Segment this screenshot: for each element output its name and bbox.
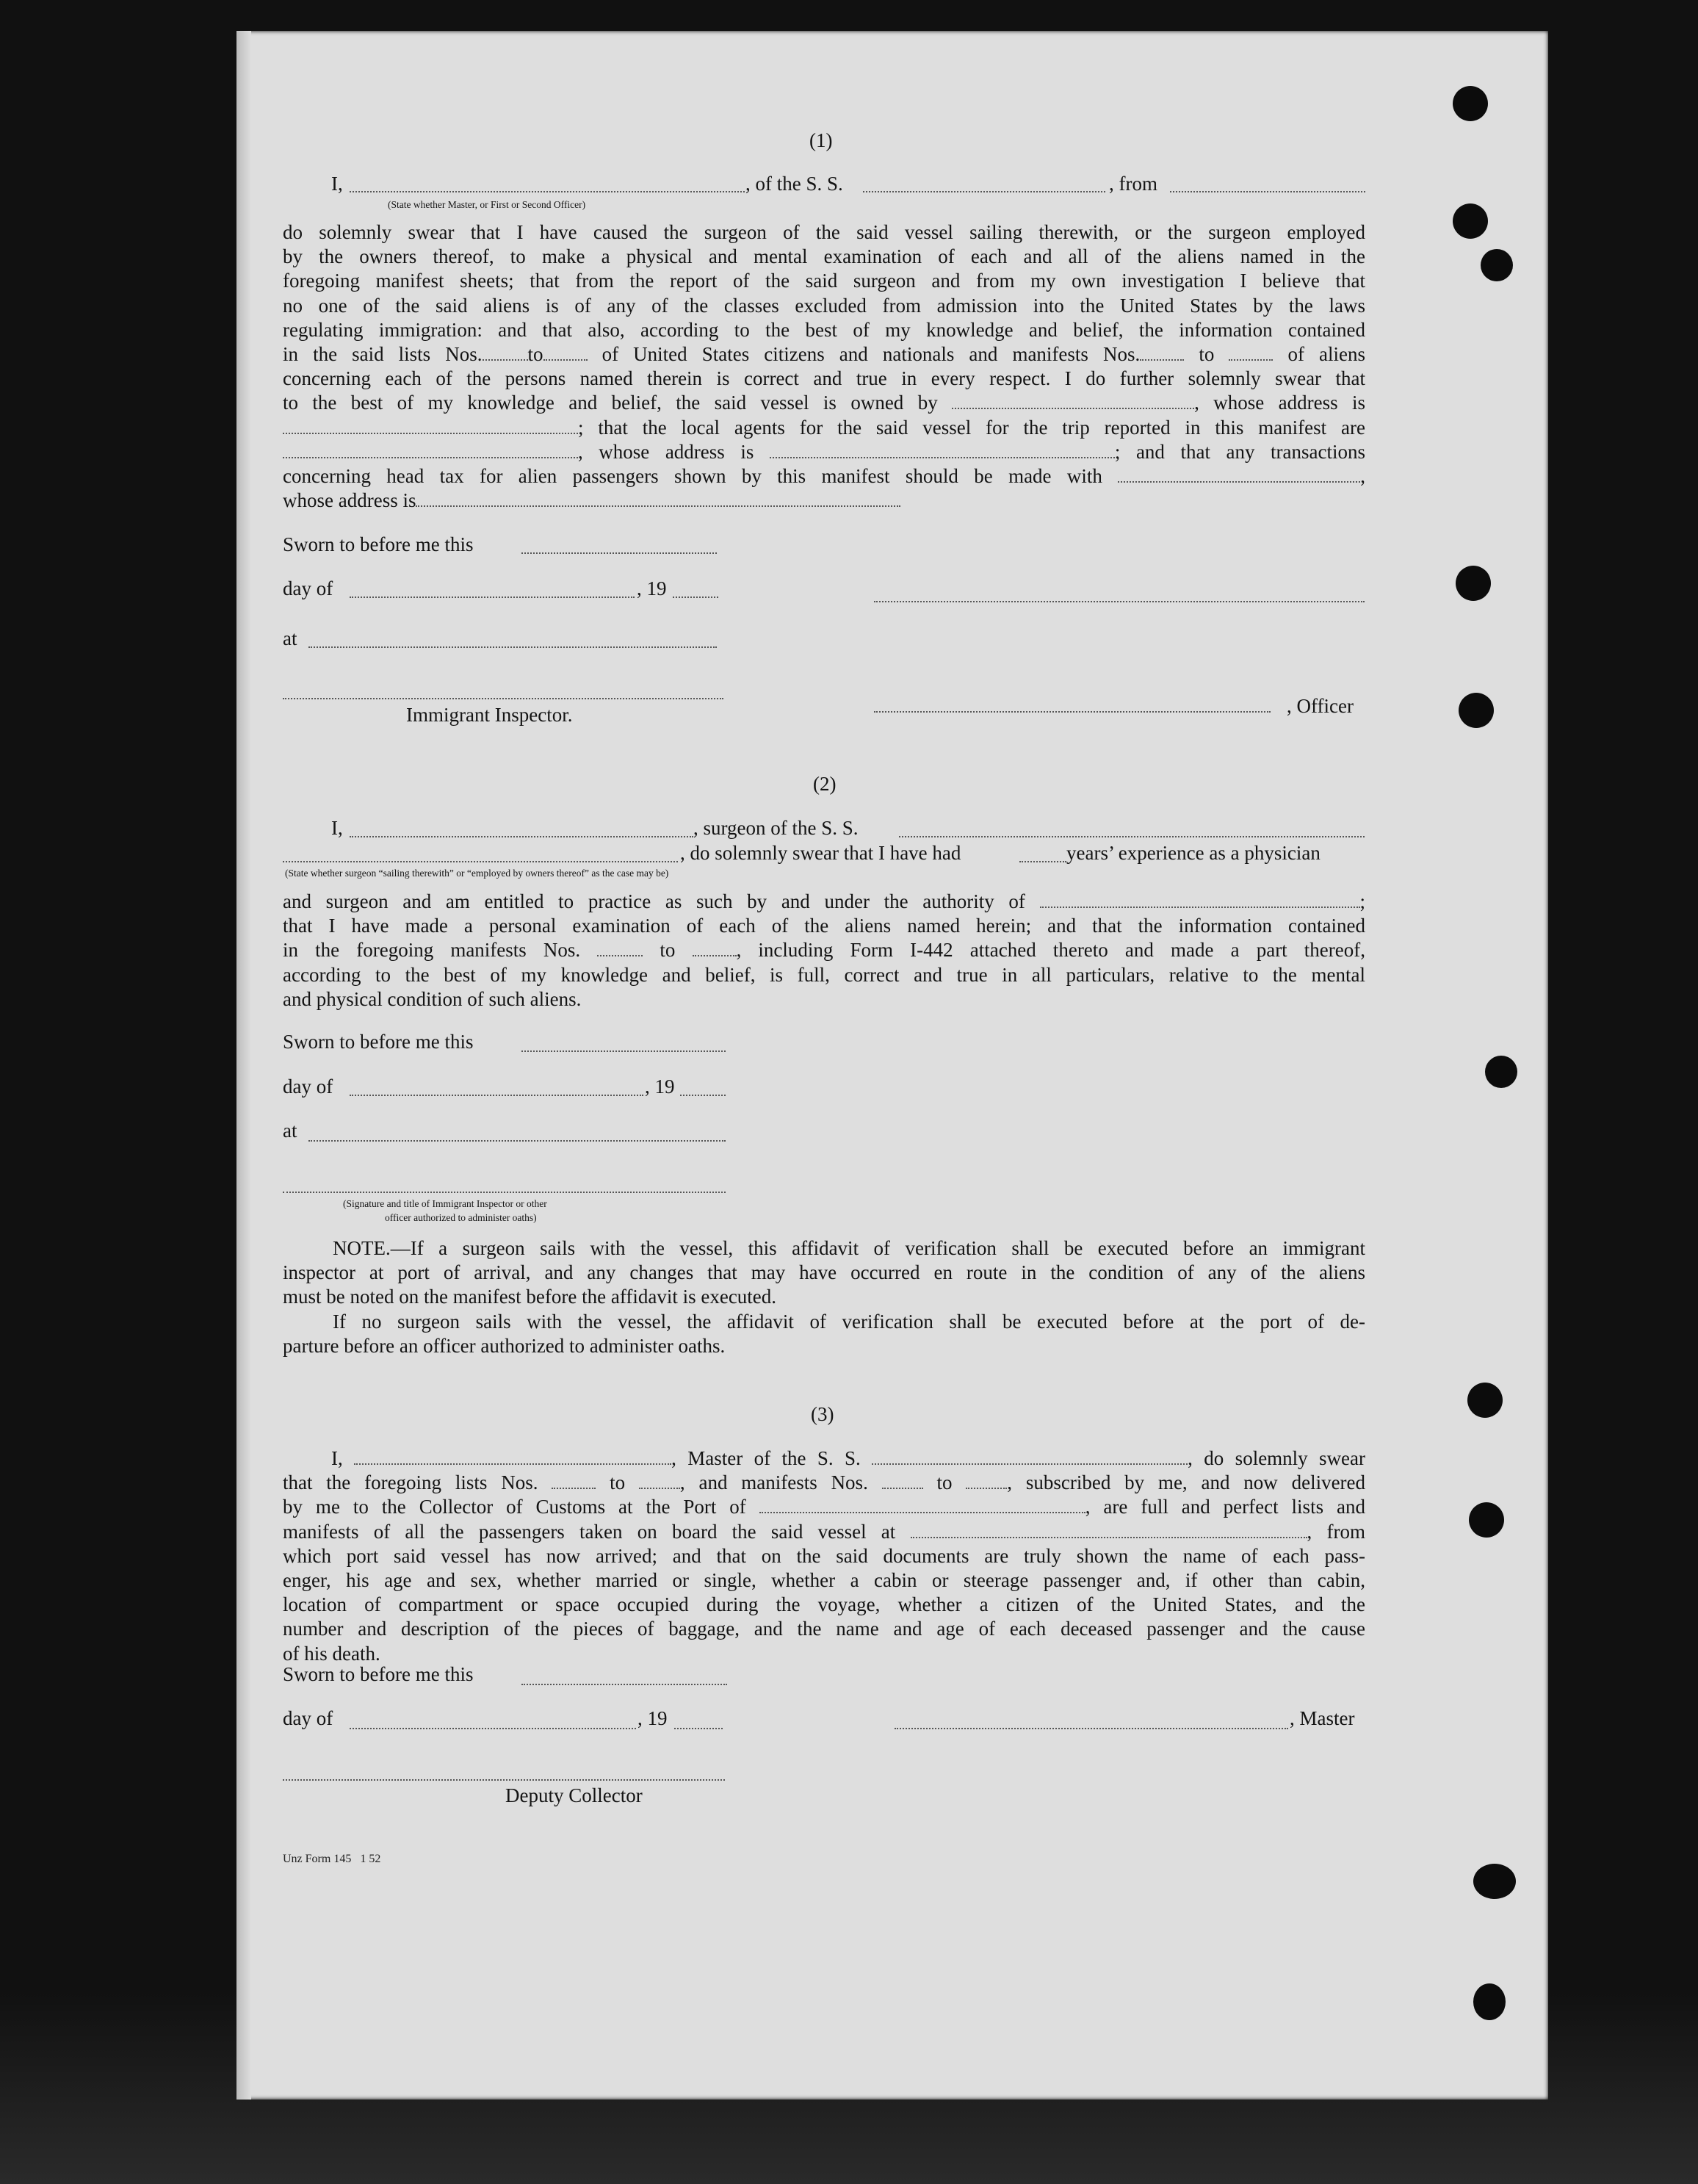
oath-line: by the owners thereof, to make a physical and mental examination of each and all of the aliens named in the xyxy=(283,245,1365,268)
officer-name-field[interactable] xyxy=(350,191,745,192)
officer-signature-field[interactable] xyxy=(874,711,1271,713)
local-agents-field[interactable] xyxy=(283,441,578,458)
master-vessel-field[interactable] xyxy=(872,1447,1188,1465)
whose-address-line: whose address is xyxy=(283,489,1365,513)
note-line: must be noted on the manifest before the affidavit is executed. xyxy=(283,1286,777,1308)
sworn-label: Sworn to before me this xyxy=(283,1031,474,1053)
year-label: , 19 xyxy=(637,577,667,599)
note-line: NOTE.—If a surgeon sails with the vessel, this affidavit of verification shall be executed before an immigrant xyxy=(333,1237,1365,1259)
immigrant-inspector-label: Immigrant Inspector. xyxy=(406,704,573,726)
collector-line: by me to the Collector of Customs at the Port of , are full and perfect lists and xyxy=(283,1496,1365,1518)
embark-port-field[interactable] xyxy=(911,1521,1307,1538)
surgeon-type-field[interactable] xyxy=(283,861,678,862)
at-label: at xyxy=(283,627,297,649)
punch-hole xyxy=(1485,1056,1517,1088)
punch-hole xyxy=(1467,1383,1503,1418)
manifest-from-field[interactable] xyxy=(597,939,643,956)
sworn-date-field[interactable] xyxy=(521,1050,726,1052)
oath-line: according to the best of my knowledge and belief, is full, correct and true in all particulars, relative to the mental xyxy=(283,963,1365,986)
year-field[interactable] xyxy=(680,1095,726,1096)
note-line: parture before an officer authorized to administer oaths. xyxy=(283,1334,726,1357)
manifest-to-field[interactable] xyxy=(693,939,737,956)
section-1-from: , from xyxy=(1109,173,1157,195)
sworn-label: Sworn to before me this xyxy=(283,1663,474,1685)
punch-hole xyxy=(1453,86,1488,121)
day-of-field[interactable] xyxy=(350,1728,636,1729)
year-label: , 19 xyxy=(645,1075,675,1098)
note-line: If no surgeon sails with the vessel, the affidavit of verification shall be executed before at the port of de- xyxy=(333,1310,1365,1333)
master-name-field[interactable] xyxy=(354,1447,671,1465)
punch-hole xyxy=(1481,249,1513,281)
vessel-name-field[interactable] xyxy=(863,191,1105,192)
authority-line: and surgeon and am entitled to practice as such by and under the authority of ; xyxy=(283,890,1366,912)
officer-label: , Officer xyxy=(1287,695,1354,717)
oath-line: foregoing manifest sheets; that from the report of the said surgeon and from my own investigation I believe that xyxy=(283,270,1365,292)
head-tax-line: concerning head tax for alien passengers shown by this manifest should be made with , xyxy=(283,465,1366,488)
punch-hole xyxy=(1459,693,1494,728)
officer-field-note: (State whether Master, or First or Second Officer) xyxy=(388,199,586,210)
lists-line: that the foregoing lists Nos. to , and manifests Nos. to , subscribed by me, and now delivered xyxy=(283,1471,1366,1494)
master-line: I, , Master of the S. S. , do solemnly swear xyxy=(331,1447,1366,1469)
sworn-label: Sworn to before me this xyxy=(283,533,474,555)
list-to-field[interactable] xyxy=(543,343,588,361)
section-2-i: I, xyxy=(331,817,343,839)
signature-note: officer authorized to administer oaths) xyxy=(385,1212,537,1223)
inspector-signature-line[interactable] xyxy=(283,698,723,699)
note-text xyxy=(283,1236,1365,1358)
head-tax-address-field[interactable] xyxy=(416,489,900,507)
years-experience-field[interactable] xyxy=(1019,861,1066,862)
punch-hole xyxy=(1473,1983,1506,2020)
surgeon-of-ss: , surgeon of the S. S. xyxy=(693,817,859,839)
day-of-label: day of xyxy=(283,1707,333,1729)
surgeon-swear: , do solemnly swear that I have had xyxy=(680,842,961,864)
years-experience-text: years’ experience as a physician xyxy=(1066,842,1321,864)
punch-hole xyxy=(1469,1502,1504,1538)
sworn-date-field[interactable] xyxy=(521,552,717,554)
master-signature-field[interactable] xyxy=(895,1728,1288,1729)
sworn-date-field[interactable] xyxy=(521,1684,727,1685)
day-of-field[interactable] xyxy=(350,1095,643,1096)
manifest-to-field[interactable] xyxy=(1229,343,1273,361)
oath-line: of his death. xyxy=(283,1642,380,1665)
deputy-signature-line[interactable] xyxy=(283,1779,725,1781)
at-place-field[interactable] xyxy=(308,1140,726,1142)
manifest-from-field[interactable] xyxy=(882,1471,923,1489)
list-from-field[interactable] xyxy=(483,343,528,361)
at-label: at xyxy=(283,1120,297,1142)
section-1-i: I, xyxy=(331,173,343,195)
oath-line: which port said vessel has now arrived; and that on the said documents are truly shown the name of each pass- xyxy=(283,1544,1365,1567)
section-2-number: (2) xyxy=(813,773,837,795)
surgeon-name-field[interactable] xyxy=(350,836,693,837)
surgeon-vessel-field[interactable] xyxy=(899,836,1365,837)
day-of-label: day of xyxy=(283,1075,333,1098)
owned-line: to the best of my knowledge and belief, the said vessel is owned by , whose address is xyxy=(283,392,1366,414)
owner-field[interactable] xyxy=(952,392,1194,409)
section-1-of-ss: , of the S. S. xyxy=(745,173,843,195)
oath-line: concerning each of the persons named therein is correct and true in every respect. I do further solemnly swear that xyxy=(283,367,1365,390)
list-to-field[interactable] xyxy=(639,1471,680,1489)
manifest-to-field[interactable] xyxy=(966,1471,1007,1489)
manifests-line: manifests of all the passengers taken on board the said vessel at , from xyxy=(283,1520,1365,1543)
owner-address-field[interactable] xyxy=(283,417,578,434)
agents-line: ; that the local agents for the said vessel for the trip reported in this manifest are xyxy=(283,416,1365,440)
section-3-number: (3) xyxy=(811,1403,834,1425)
oath-line: and physical condition of such aliens. xyxy=(283,987,582,1010)
section-1-oath-text xyxy=(283,220,1365,513)
port-field[interactable] xyxy=(759,1496,1085,1513)
surgeon-type-note: (State whether surgeon “sailing therewith” or “employed by owners thereof” as the case may be) xyxy=(285,868,669,879)
manifest-from-field[interactable] xyxy=(1140,343,1184,361)
officer-signature-line-top[interactable] xyxy=(874,601,1365,602)
oath-line: location of compartment or space occupied during the voyage, whether a citizen of the United States, and the xyxy=(283,1593,1365,1616)
oath-line: that I have made a personal examination of each of the aliens named herein; and that the information contained xyxy=(283,915,1365,937)
year-field[interactable] xyxy=(673,597,718,598)
deputy-collector-label: Deputy Collector xyxy=(505,1784,643,1806)
oath-line: no one of the said aliens is of any of the classes excluded from admission into the United States by the laws xyxy=(283,294,1365,317)
year-label: , 19 xyxy=(637,1707,668,1729)
section-1-number: (1) xyxy=(809,129,833,151)
punch-hole xyxy=(1456,566,1491,601)
year-field[interactable] xyxy=(674,1728,723,1729)
note-line: inspector at port of arrival, and any changes that may have occurred en route in the condition of any of the aliens xyxy=(283,1261,1365,1284)
section-2-oath-text xyxy=(283,890,1365,1012)
section-3-oath-text xyxy=(283,1446,1365,1666)
port-from-field[interactable] xyxy=(1170,191,1365,192)
oath-line: enger, his age and sex, whether married or single, whether a cabin or steerage passenger and, if other than cabin, xyxy=(283,1569,1365,1592)
oath-line: number and description of the pieces of baggage, and the name and age of each deceased passenger and the cause xyxy=(283,1618,1365,1640)
head-tax-contact-field[interactable] xyxy=(1118,465,1360,483)
oath-line: do solemnly swear that I have caused the surgeon of the said vessel sailing therewith, or the surgeon employed xyxy=(283,221,1365,243)
form-identifier: Unz Form 145 1 52 xyxy=(283,1853,381,1865)
manifests-line: in the foregoing manifests Nos. to , including Form I-442 attached thereto and made a part thereof, xyxy=(283,939,1366,962)
agent-address-field[interactable] xyxy=(770,441,1115,458)
day-of-field[interactable] xyxy=(350,597,635,598)
master-label: , Master xyxy=(1290,1707,1355,1729)
day-of-label: day of xyxy=(283,577,333,599)
punch-hole xyxy=(1473,1864,1516,1899)
oath-line: regulating immigration: and that also, according to the best of my knowledge and belief, the information contained xyxy=(283,318,1365,341)
lists-line: in the said lists Nos. to of United States citizens and nationals and manifests Nos. to of aliens xyxy=(283,343,1366,366)
at-place-field[interactable] xyxy=(308,646,717,648)
punch-hole xyxy=(1453,203,1488,239)
authority-field[interactable] xyxy=(1040,890,1360,908)
inspector-signature-line[interactable] xyxy=(283,1192,726,1193)
list-from-field[interactable] xyxy=(552,1471,596,1489)
agent-address-line: , whose address is ; and that any transactions xyxy=(283,440,1365,464)
signature-note: (Signature and title of Immigrant Inspector or other xyxy=(343,1198,547,1209)
